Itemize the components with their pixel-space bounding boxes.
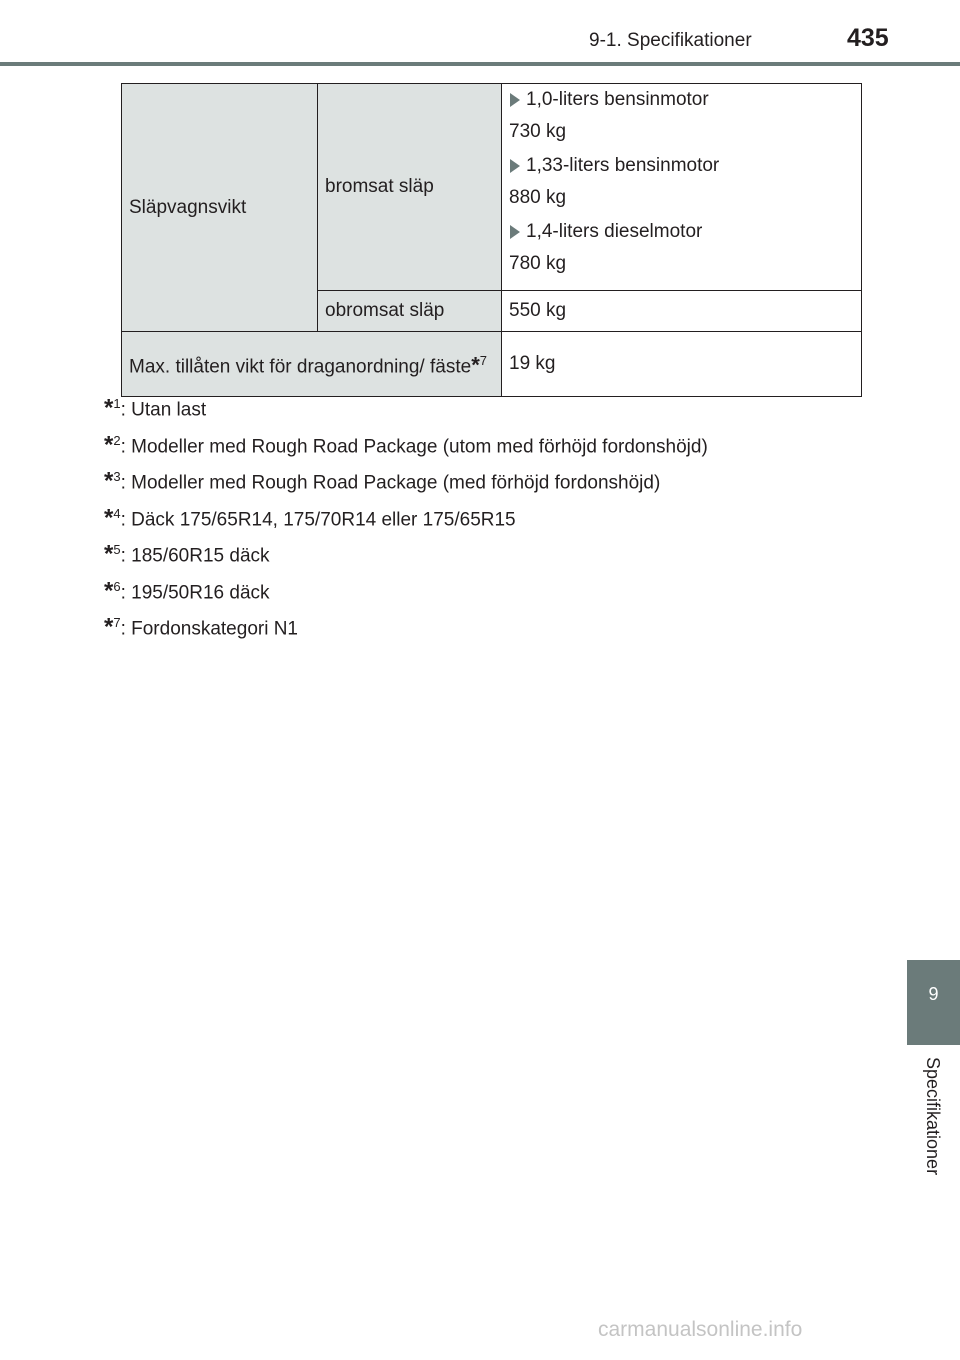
weight-value: 730 kg — [509, 121, 567, 142]
footnote-list — [104, 388, 708, 644]
engine-entry — [509, 154, 854, 178]
footnote-text: : Modeller med Rough Road Package (med förhöjd fordonshöjd) — [120, 472, 661, 494]
coupling-weight-label — [122, 332, 502, 397]
chapter-tab[interactable] — [907, 960, 960, 1045]
triangle-bullet-icon — [510, 93, 520, 107]
braked-trailer-label: bromsat släp — [318, 84, 502, 291]
towing-weight-label: Släpvagnsvikt — [122, 84, 318, 332]
section-title: 9-1. Specifikationer — [589, 30, 752, 51]
footnote-star: * — [104, 467, 114, 495]
footnote-star: * — [104, 540, 114, 568]
chapter-label — [913, 1057, 943, 1197]
footnote-number: 2 — [113, 432, 121, 448]
footnote — [104, 534, 708, 571]
footnote-number: 6 — [113, 578, 121, 594]
footnote-star: * — [104, 394, 114, 422]
footnote-star: * — [104, 576, 114, 604]
towing-spec-table — [121, 83, 862, 397]
footnote — [104, 571, 708, 608]
footnote-number: 3 — [113, 469, 121, 484]
coupling-weight-value: 19 kg — [502, 332, 862, 397]
unbraked-trailer-value: 550 kg — [502, 291, 862, 332]
footnote-star: * — [471, 352, 480, 378]
footnote-number: 1 — [113, 396, 121, 411]
footnote-number: 4 — [113, 505, 121, 521]
footnote-text: : 195/50R16 däck — [120, 581, 270, 603]
braked-trailer-values — [502, 84, 862, 291]
footnote-ref: 7 — [479, 353, 487, 369]
footnote-star: * — [104, 503, 114, 531]
page-number: 435 — [847, 24, 889, 52]
footnote — [104, 461, 708, 498]
footnote-number: 5 — [113, 542, 121, 557]
engine-label: 1,0-liters bensinmotor — [526, 89, 709, 110]
footnote — [104, 607, 708, 644]
engine-entry — [509, 220, 854, 244]
footnote-number: 7 — [113, 615, 121, 630]
footnote-text: : 185/60R15 däck — [120, 545, 270, 567]
footnote-text: : Utan last — [120, 399, 207, 421]
weight-value: 880 kg — [509, 187, 567, 208]
weight-value: 780 kg — [509, 253, 567, 274]
chapter-label-text: Specifikationer — [923, 1057, 943, 1176]
footnote-text: : Modeller med Rough Road Package (utom med förhöjd fordonshöjd) — [120, 435, 708, 457]
engine-label: 1,4-liters dieselmotor — [526, 221, 703, 242]
footnote-text: : Däck 175/65R14, 175/70R14 eller 175/65R15 — [120, 508, 516, 530]
footnote — [104, 498, 708, 535]
watermark: carmanualsonline.info — [598, 1318, 803, 1341]
engine-entry — [509, 88, 854, 112]
unbraked-trailer-label: obromsat släp — [318, 291, 502, 332]
table-row — [122, 84, 862, 291]
footnote-text: : Fordonskategori N1 — [120, 618, 298, 640]
header-rule — [0, 62, 960, 66]
footnote-star: * — [104, 430, 114, 458]
chapter-number: 9 — [928, 984, 939, 1004]
triangle-bullet-icon — [510, 159, 520, 173]
footnote — [104, 425, 708, 462]
engine-label: 1,33-liters bensinmotor — [526, 155, 720, 176]
triangle-bullet-icon — [510, 225, 520, 239]
coupling-label-text: Max. tillåten vikt för draganordning/ fäste — [129, 356, 472, 378]
footnote — [104, 388, 708, 425]
table-row — [122, 332, 862, 397]
footnote-star: * — [104, 613, 114, 641]
